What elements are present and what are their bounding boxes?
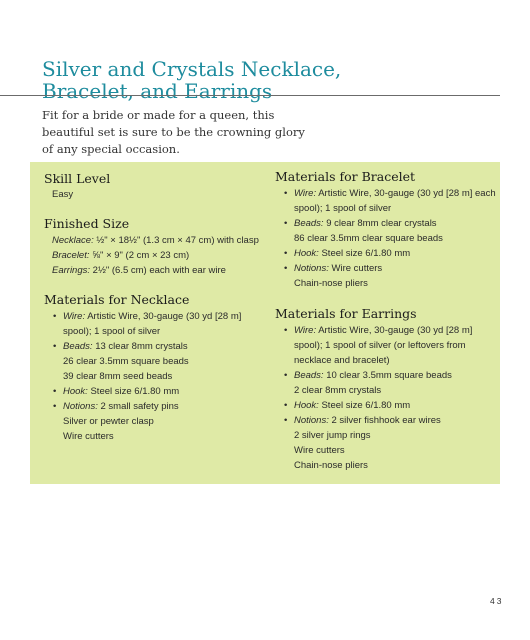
materials-panel bbox=[30, 162, 500, 484]
title-line-2: Bracelet, and Earrings bbox=[42, 79, 273, 103]
hook-value: Steel size 6/1.80 mm bbox=[87, 386, 180, 397]
size-label: Earrings: bbox=[52, 265, 91, 276]
title-line-1: Silver and Crystals Necklace, bbox=[42, 57, 342, 81]
finished-size-bracelet bbox=[52, 249, 189, 263]
necklace-beads bbox=[53, 340, 188, 354]
bullet-icon: • bbox=[53, 311, 57, 322]
intro-paragraph bbox=[42, 107, 305, 158]
wire-label: Wire: bbox=[63, 311, 86, 322]
size-value: ⅝" × 9" (2 cm × 23 cm) bbox=[89, 250, 190, 261]
bracelet-beads-2: 86 clear 3.5mm clear square beads bbox=[294, 233, 443, 244]
earrings-notions-3: Wire cutters bbox=[294, 445, 345, 456]
finished-size-necklace bbox=[52, 234, 259, 248]
bracelet-wire-cont: spool); 1 spool of silver bbox=[294, 203, 392, 214]
bracelet-hook bbox=[284, 247, 410, 261]
bullet-icon: • bbox=[284, 263, 288, 274]
necklace-beads-2: 26 clear 3.5mm square beads bbox=[63, 356, 189, 367]
earrings-notions-4: Chain-nose pliers bbox=[294, 460, 368, 471]
necklace-notions-3: Wire cutters bbox=[63, 431, 114, 442]
skill-level-heading: Skill Level bbox=[44, 171, 111, 186]
beads-label: Beads: bbox=[63, 341, 93, 352]
necklace-beads-3: 39 clear 8mm seed beads bbox=[63, 371, 173, 382]
bullet-icon: • bbox=[284, 248, 288, 259]
wire-label: Wire: bbox=[294, 325, 317, 336]
earrings-wire bbox=[284, 324, 472, 338]
earrings-beads bbox=[284, 369, 452, 383]
bullet-icon: • bbox=[53, 386, 57, 397]
bracelet-notions bbox=[284, 262, 382, 276]
bullet-icon: • bbox=[284, 400, 288, 411]
wire-line: Artistic Wire, 30-gauge (30 yd [28 m] each bbox=[316, 188, 496, 199]
size-value: 2½" (6.5 cm) each with ear wire bbox=[90, 265, 226, 276]
beads-label: Beads: bbox=[294, 370, 324, 381]
earrings-wire-2: spool); 1 spool of silver (or leftovers from bbox=[294, 340, 466, 351]
necklace-wire-cont: spool); 1 spool of silver bbox=[63, 326, 161, 337]
bullet-icon: • bbox=[284, 415, 288, 426]
materials-necklace-heading: Materials for Necklace bbox=[44, 292, 190, 307]
bracelet-wire bbox=[284, 187, 496, 201]
wire-line: Artistic Wire, 30-gauge (30 yd [28 m] bbox=[85, 311, 242, 322]
finished-size-heading: Finished Size bbox=[44, 216, 130, 231]
hook-label: Hook: bbox=[294, 400, 319, 411]
necklace-hook bbox=[53, 385, 179, 399]
intro-line-2: beautiful set is sure to be the crowning glory bbox=[42, 125, 305, 139]
hook-value: Steel size 6/1.80 mm bbox=[318, 400, 411, 411]
beads-line: 9 clear 8mm clear crystals bbox=[323, 218, 437, 229]
notions-line: Wire cutters bbox=[328, 263, 383, 274]
bracelet-beads bbox=[284, 217, 437, 231]
necklace-notions-2: Silver or pewter clasp bbox=[63, 416, 154, 427]
necklace-wire bbox=[53, 310, 241, 324]
earrings-wire-3: necklace and bracelet) bbox=[294, 355, 390, 366]
beads-line: 13 clear 8mm crystals bbox=[92, 341, 188, 352]
intro-line-1: Fit for a bride or made for a queen, this bbox=[42, 108, 275, 122]
title-divider bbox=[0, 95, 500, 96]
hook-value: Steel size 6/1.80 mm bbox=[318, 248, 411, 259]
beads-label: Beads: bbox=[294, 218, 324, 229]
earrings-notions bbox=[284, 414, 441, 428]
notions-label: Notions: bbox=[294, 263, 329, 274]
notions-label: Notions: bbox=[294, 415, 329, 426]
bullet-icon: • bbox=[53, 341, 57, 352]
wire-label: Wire: bbox=[294, 188, 317, 199]
wire-line: Artistic Wire, 30-gauge (30 yd [28 m] bbox=[316, 325, 473, 336]
finished-size-earrings bbox=[52, 264, 226, 278]
bullet-icon: • bbox=[284, 325, 288, 336]
earrings-beads-2: 2 clear 8mm crystals bbox=[294, 385, 382, 396]
size-value: ½" × 18½" (1.3 cm × 47 cm) with clasp bbox=[93, 235, 259, 246]
beads-line: 10 clear 3.5mm square beads bbox=[323, 370, 452, 381]
notions-line: 2 silver fishhook ear wires bbox=[328, 415, 441, 426]
bullet-icon: • bbox=[284, 370, 288, 381]
bracelet-notions-2: Chain-nose pliers bbox=[294, 278, 368, 289]
necklace-notions bbox=[53, 400, 179, 414]
intro-line-3: of any special occasion. bbox=[42, 142, 180, 156]
size-label: Necklace: bbox=[52, 235, 94, 246]
bullet-icon: • bbox=[284, 218, 288, 229]
hook-label: Hook: bbox=[294, 248, 319, 259]
materials-earrings-heading: Materials for Earrings bbox=[275, 306, 417, 321]
earrings-hook bbox=[284, 399, 410, 413]
page-number: 43 bbox=[490, 596, 504, 606]
size-label: Bracelet: bbox=[52, 250, 90, 261]
bullet-icon: • bbox=[284, 188, 288, 199]
hook-label: Hook: bbox=[63, 386, 88, 397]
bullet-icon: • bbox=[53, 401, 57, 412]
notions-label: Notions: bbox=[63, 401, 98, 412]
materials-bracelet-heading: Materials for Bracelet bbox=[275, 169, 416, 184]
notions-line: 2 small safety pins bbox=[97, 401, 179, 412]
skill-level-value: Easy bbox=[52, 189, 74, 200]
earrings-notions-2: 2 silver jump rings bbox=[294, 430, 371, 441]
